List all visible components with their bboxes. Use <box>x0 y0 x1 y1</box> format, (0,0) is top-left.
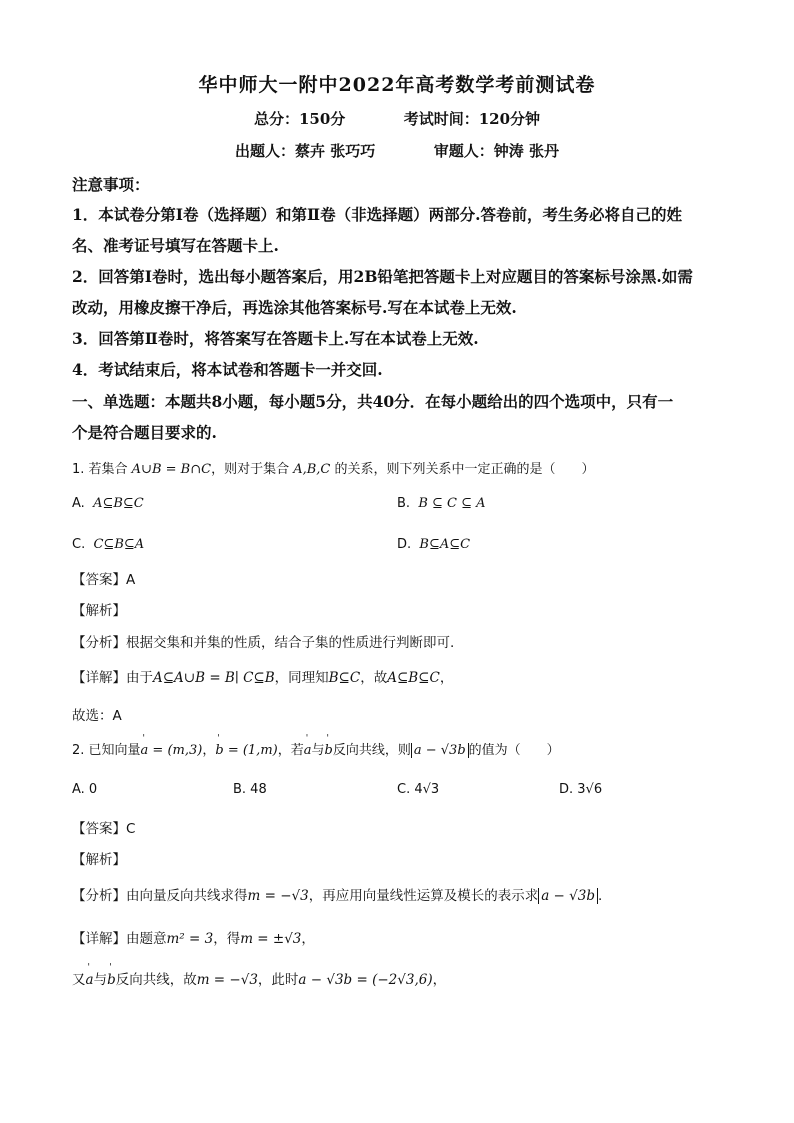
q2-line-text-c: 反向共线，故 <box>115 972 197 988</box>
q2-answer <box>72 817 135 837</box>
q2-detail-text-a: 由题意 <box>126 931 167 947</box>
q1-analysis-tag: 【解析】 <box>72 603 126 619</box>
q2-stem-vector-a: ' a = (m,3) <box>141 743 203 758</box>
q2-stem-abs-bars <box>411 743 469 758</box>
q1-option-b <box>397 496 486 511</box>
q1-stem-text-c: 的关系，则下列关系中一定正确的是（ ） <box>330 462 595 477</box>
notice-item-1a: 1．本试卷分第Ⅰ卷（选择题）和第Ⅱ卷（非选择题）两部分.答卷前，考生务必将自己的姓 <box>72 205 682 224</box>
exam-reviewer: 审题人：钟涛 张丹 <box>433 142 559 160</box>
total-score: 总分：150分 <box>253 110 346 128</box>
q1-option-a-text: A⊆B⊆C <box>93 496 144 511</box>
notice-item-4: 4．考试结束后，将本试卷和答题卡一并交回. <box>72 360 383 379</box>
q2-line-math-2: a − √3b = (−2√3,6) <box>298 972 433 988</box>
q2-stem-va: ' a <box>304 743 312 758</box>
q2-line-vb: ' b <box>107 972 116 988</box>
q2-fenxi-text-c: . <box>597 888 603 904</box>
q1-stem <box>72 458 595 477</box>
q2-stem-text-d: 反向共线，则 <box>332 743 411 758</box>
exam-staff-line <box>0 140 794 161</box>
q1-detail-math-1: A⊆A∪B = B∣ C⊆B <box>153 670 275 686</box>
q2-line-math-1: m = −√3 <box>196 972 258 988</box>
q2-line-text-e: ， <box>432 972 447 988</box>
notice-item-2b: 改动，用橡皮擦干净后，再选涂其他答案标号.写在本试卷上无效. <box>72 298 517 317</box>
q2-line-text-a: 又 <box>72 972 86 988</box>
q2-option-d: D. 3√6 <box>559 782 603 797</box>
q1-option-d-text: B⊆A⊆C <box>419 537 471 552</box>
q2-stem-vector-b: ' b = (1,m) <box>215 743 277 758</box>
q2-detail-text-b: ，得 <box>213 931 241 947</box>
q1-detail-text-a: 由于 <box>126 670 153 686</box>
notice-item-2a: 2．回答第Ⅰ卷时，选出每小题答案后，用2B铅笔把答题卡上对应题目的答案标号涂黑.如需 <box>72 267 693 286</box>
q1-answer-value: A <box>126 572 136 588</box>
exam-time: 考试时间：120分钟 <box>403 110 541 128</box>
q2-fenxi-math-2: a − √3b <box>541 888 595 904</box>
q2-answer-value: C <box>126 821 136 837</box>
q2-line-text-d: ，此时 <box>257 972 299 988</box>
q1-detail-math-3: A⊆B⊆C <box>387 670 440 686</box>
exam-title: 华中师大一附中2022年高考数学考前测试卷 <box>198 74 596 96</box>
q2-line-va: ' a <box>86 972 94 988</box>
q2-fenxi-tag: 【分析】 <box>72 888 126 904</box>
q2-option-c: C. 4√3 <box>397 782 440 797</box>
q2-stem-sep: ， <box>202 743 216 758</box>
q1-stem-text-b: ，则对于集合 <box>211 462 294 477</box>
q2-stem-text-a: 2. 已知向量 <box>72 743 141 758</box>
q2-detail-line2 <box>72 968 446 988</box>
exam-author: 出题人：蔡卉 张巧巧 <box>235 142 376 160</box>
notice-item-3: 3．回答第Ⅱ卷时，将答案写在答题卡上.写在本试卷上无效. <box>72 329 479 348</box>
notice-item-1b: 名、准考证号填写在答题卡上. <box>72 236 279 255</box>
q2-answer-tag: 【答案】 <box>72 821 126 837</box>
q1-fenxi <box>72 631 454 651</box>
q2-fenxi <box>72 884 602 904</box>
notice-heading: 注意事项： <box>72 175 150 194</box>
section-heading-line2: 个是符合题目要求的. <box>72 423 217 442</box>
q2-stem <box>72 739 560 758</box>
q1-detail-text-b: ，同理知 <box>274 670 329 686</box>
exam-info-line <box>0 108 794 129</box>
q2-fenxi-math-1: m = −√3 <box>247 888 309 904</box>
q2-option-a: A. 0 <box>72 782 98 797</box>
q1-option-d-label: D. <box>397 537 412 552</box>
q2-detail-math-1: m² = 3 <box>166 931 214 947</box>
q2-detail <box>72 927 315 947</box>
q1-option-d <box>397 537 470 552</box>
q1-fenxi-tag: 【分析】 <box>72 635 126 651</box>
q2-stem-text-c: 与 <box>311 743 325 758</box>
q1-detail-tag: 【详解】 <box>72 670 126 686</box>
q1-option-a <box>72 496 144 511</box>
section-heading-line1: 一、单选题：本题共8小题，每小题5分，共40分．在每小题给出的四个选项中，只有一 <box>72 392 674 411</box>
q1-answer-tag: 【答案】 <box>72 572 126 588</box>
q1-fenxi-text: 根据交集和并集的性质，结合子集的性质进行判断即可. <box>126 635 455 651</box>
q1-detail-text-d: ， <box>439 670 454 686</box>
q2-stem-abs-expr: a − √3b <box>413 743 466 758</box>
q1-answer <box>72 568 135 588</box>
q1-option-b-text: B ⊆ C ⊆ A <box>418 496 486 511</box>
q1-choose: 故选：A <box>72 708 122 724</box>
q2-fenxi-text-b: ，再应用向量线性运算及模长的表示求 <box>308 888 539 904</box>
q1-option-a-label: A. <box>72 496 85 511</box>
q1-stem-math-2: A,B,C <box>293 462 331 477</box>
q1-stem-text-a: 1. 若集合 <box>72 462 132 477</box>
q1-detail <box>72 666 453 686</box>
q2-stem-text-e: 的值为（ ） <box>468 743 560 758</box>
q2-fenxi-abs-bars <box>538 888 598 904</box>
q2-stem-vb: ' b <box>325 743 333 758</box>
q1-option-c <box>72 537 144 552</box>
q1-option-c-text: C⊆B⊆A <box>93 537 145 552</box>
q2-fenxi-text-a: 由向量反向共线求得 <box>126 888 248 904</box>
q1-stem-math-1: A∪B = B∩C <box>131 462 212 477</box>
q1-detail-math-2: B⊆C <box>328 670 361 686</box>
q2-line-text-b: 与 <box>93 972 108 988</box>
q1-detail-text-c: ，故 <box>360 670 388 686</box>
q2-detail-math-2: m = ±√3 <box>240 931 302 947</box>
q1-option-c-label: C. <box>72 537 86 552</box>
q2-detail-tag: 【详解】 <box>72 931 126 947</box>
q1-option-b-label: B. <box>397 496 411 511</box>
q2-detail-text-c: ， <box>301 931 315 947</box>
q2-stem-text-b: ，若 <box>277 743 304 758</box>
q2-option-b: B. 48 <box>233 782 267 797</box>
q2-analysis-tag: 【解析】 <box>72 852 126 868</box>
